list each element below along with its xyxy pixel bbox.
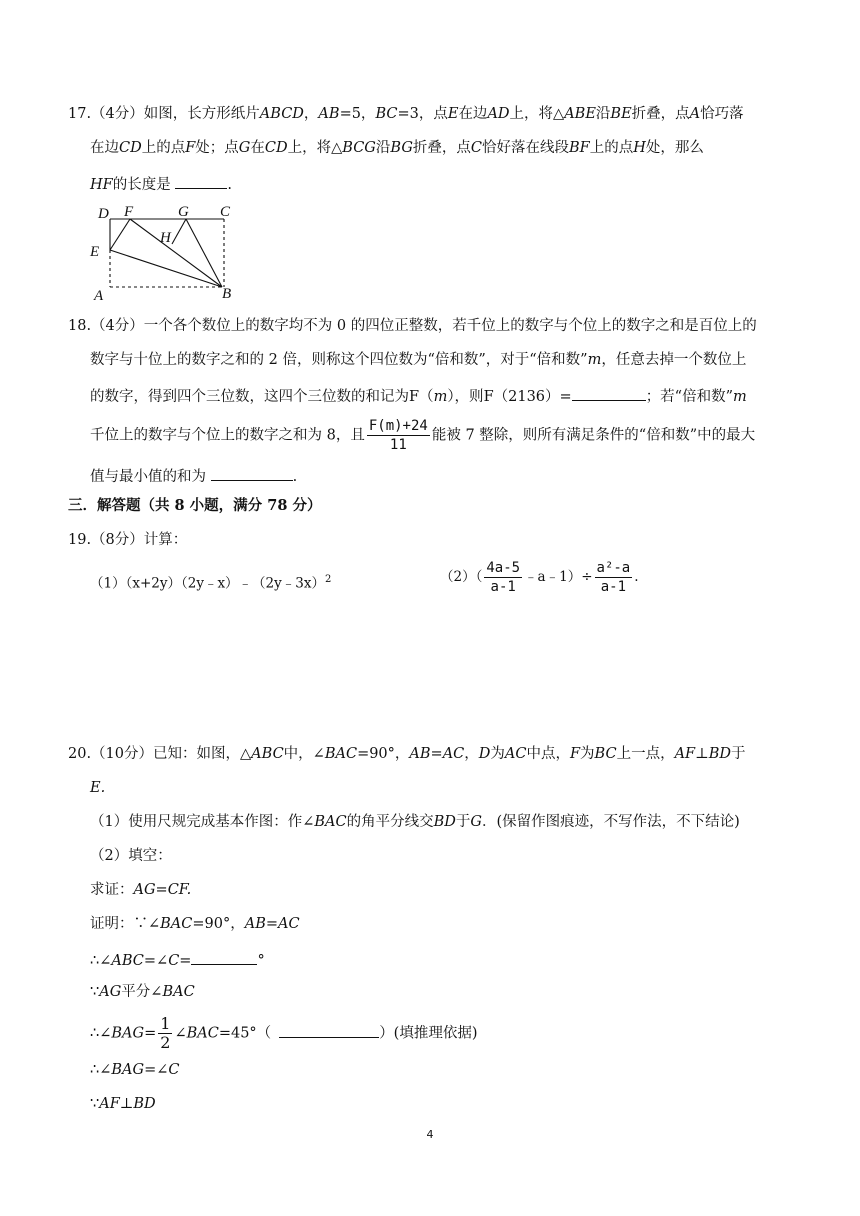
- q20-proof-line1: 证明：∵∠BAC=90°，AB=AC: [90, 916, 300, 932]
- q20-part1: （1）使用尺规完成基本作图：作∠BAC的角平分线交BD于G．(保留作图痕迹，不写作法，不下结论): [90, 814, 740, 830]
- q20-line2: E.: [90, 780, 106, 796]
- q19-part2: （2）（ $\frac{4a-5}{a-1}$ ﹣a﹣1）÷ $\frac{\text{a²-a}}{a-1}$ .: [440, 560, 639, 595]
- label-E: E: [90, 244, 100, 260]
- q20-proof-line6: ∵AF⊥BD: [90, 1096, 156, 1112]
- label-A: A: [94, 288, 104, 302]
- q20-proof-line5: ∴∠BAG=∠C: [90, 1062, 180, 1078]
- fraction-a2-a-over-a-1: $\frac{\text{a²-a}}{a-1}$: [596, 560, 631, 595]
- label-D: D: [98, 206, 109, 222]
- folding-rectangle-figure: [86, 202, 246, 302]
- q20-prove: 求证：AG=CF.: [90, 882, 192, 898]
- q17-line3: HF的长度是 .: [90, 172, 232, 195]
- label-C: C: [220, 204, 231, 220]
- answer-blank-q18-b[interactable]: [211, 464, 293, 481]
- q19-part1: （1）（x+2y）（2y﹣x）﹣（2y﹣3x）$^2$: [90, 574, 332, 592]
- q18-line3: 的数字，得到四个三位数，这四个三位数的和记为F（m），则F（2136）= ；若“倍和数”m: [90, 384, 747, 407]
- q18-line2: 数字与十位上的数字之和的 2 倍，则称这个四位数为“倍和数”，对于“倍和数”m，任意去掉一个数位上: [90, 352, 747, 368]
- answer-blank-q20-reason[interactable]: [279, 1021, 379, 1038]
- fraction-one-half: $\frac{1}{2}$: [160, 1014, 171, 1052]
- label-B: B: [222, 286, 232, 302]
- q18-line4: 千位上的数字与个位上的数字之和为 8，且 $\frac{F(m)+24}{11}$ 能被 7 整除，则所有满足条件的“倍和数”中的最大: [90, 418, 756, 453]
- q20-proof-line2: ∴∠ABC=∠C= °: [90, 948, 265, 971]
- q19-title: 19.（8分）计算：: [68, 532, 188, 548]
- q17-line2: 在边CD上的点F处；点G在CD上，将△BCG沿BG折叠，点C恰好落在线段BF上的点H处，那么: [90, 140, 704, 156]
- q18-line5: 值与最小值的和为 .: [90, 464, 297, 487]
- answer-blank-q18-a[interactable]: [572, 384, 646, 401]
- label-H: H: [160, 230, 171, 246]
- answer-blank-q17[interactable]: [175, 172, 227, 189]
- section-3-heading: 三．解答题（共 8 小题，满分 78 分）: [68, 497, 322, 514]
- q20-line1: 20.（10分）已知：如图，△ABC中，∠BAC=90°，AB=AC，D为AC中点，F为BC上一点，AF⊥BD于: [68, 746, 746, 762]
- q18-line1: 18.（4分）一个各个数位上的数字均不为 0 的四位正整数，若千位上的数字与个位上的数字之和是百位上的: [68, 318, 757, 334]
- label-F: F: [124, 204, 134, 220]
- page-number: 4: [426, 1128, 434, 1141]
- q17-line1: 17.（4分）如图，长方形纸片ABCD，AB=5，BC=3，点E在边AD上，将△ABE沿BE折叠，点A恰巧落: [68, 106, 744, 122]
- fraction-4a-5-over-a-1: $\frac{4a-5}{a-1}$: [486, 560, 521, 595]
- answer-blank-q20-angle[interactable]: [191, 948, 257, 965]
- label-G: G: [178, 204, 189, 220]
- q20-part2: （2）填空：: [90, 848, 172, 864]
- q20-proof-line4: ∴∠BAG= $\frac{1}{2}$ ∠BAC=45°（ ）(填推理依据): [90, 1014, 478, 1052]
- fraction-Fm-plus-24-over-11: $\frac{F(m)+24}{11}$: [368, 418, 428, 453]
- q20-proof-line3: ∵AG平分∠BAC: [90, 984, 195, 1000]
